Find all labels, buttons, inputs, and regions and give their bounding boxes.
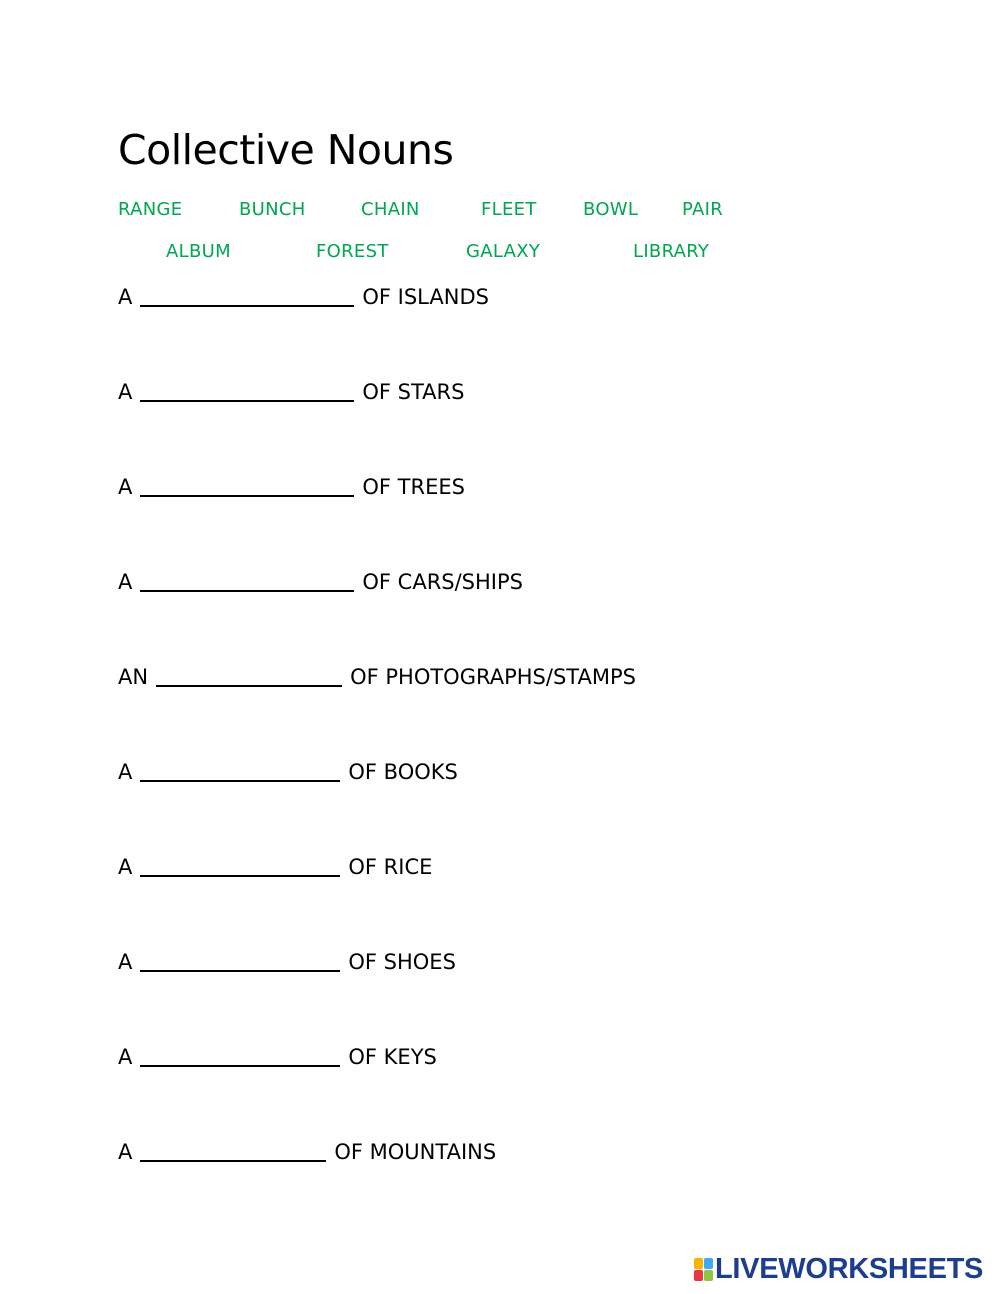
question-article: A <box>118 380 133 404</box>
question-row <box>118 759 458 785</box>
answer-blank[interactable] <box>140 762 340 782</box>
question-suffix: OF ISLANDS <box>362 285 489 309</box>
word-bank-item: PAIR <box>682 199 724 220</box>
word-bank-item: FLEET <box>481 199 537 220</box>
logo-text: LIVEWORKSHEETS <box>715 1253 984 1285</box>
question-suffix: OF KEYS <box>348 1045 437 1069</box>
question-row <box>118 569 523 595</box>
answer-blank[interactable] <box>140 1142 326 1162</box>
answer-blank[interactable] <box>140 477 354 497</box>
question-article: A <box>118 1045 133 1069</box>
answer-blank[interactable] <box>140 857 340 877</box>
question-row <box>118 1044 437 1070</box>
question-article: A <box>118 285 133 309</box>
question-article: A <box>118 475 133 499</box>
word-bank-item: LIBRARY <box>633 241 710 262</box>
question-suffix: OF BOOKS <box>348 760 458 784</box>
answer-blank[interactable] <box>140 1047 340 1067</box>
word-bank-item: GALAXY <box>466 241 541 262</box>
word-bank-item: FOREST <box>316 241 389 262</box>
word-bank-item: BOWL <box>583 199 639 220</box>
answer-blank[interactable] <box>140 382 354 402</box>
question-row <box>118 1139 496 1165</box>
word-bank-item: ALBUM <box>166 241 231 262</box>
page-title: Collective Nouns <box>118 126 454 174</box>
question-row <box>118 854 432 880</box>
word-bank-item: BUNCH <box>239 199 306 220</box>
question-row <box>118 284 489 310</box>
question-article: A <box>118 855 133 879</box>
logo-block <box>704 1258 713 1269</box>
question-row <box>118 379 464 405</box>
question-suffix: OF MOUNTAINS <box>334 1140 497 1164</box>
logo-block <box>704 1270 713 1281</box>
question-suffix: OF RICE <box>348 855 433 879</box>
logo-block <box>694 1258 703 1269</box>
word-bank-item: RANGE <box>118 199 183 220</box>
answer-blank[interactable] <box>140 952 340 972</box>
question-suffix: OF CARS/SHIPS <box>362 570 523 594</box>
question-suffix: OF STARS <box>362 380 465 404</box>
question-row <box>118 949 456 975</box>
question-suffix: OF TREES <box>362 475 465 499</box>
question-article: A <box>118 1140 133 1164</box>
logo-block <box>694 1270 703 1281</box>
question-article: A <box>118 570 133 594</box>
question-suffix: OF SHOES <box>348 950 456 974</box>
word-bank-item: CHAIN <box>361 199 420 220</box>
logo-blocks-icon <box>694 1258 713 1281</box>
question-row <box>118 474 465 500</box>
question-suffix: OF PHOTOGRAPHS/STAMPS <box>350 665 636 689</box>
question-article: A <box>118 760 133 784</box>
question-article: A <box>118 950 133 974</box>
question-row <box>118 664 636 690</box>
answer-blank[interactable] <box>140 287 354 307</box>
question-article: AN <box>118 665 149 689</box>
answer-blank[interactable] <box>140 572 354 592</box>
liveworksheets-logo <box>694 1254 983 1284</box>
answer-blank[interactable] <box>156 667 342 687</box>
